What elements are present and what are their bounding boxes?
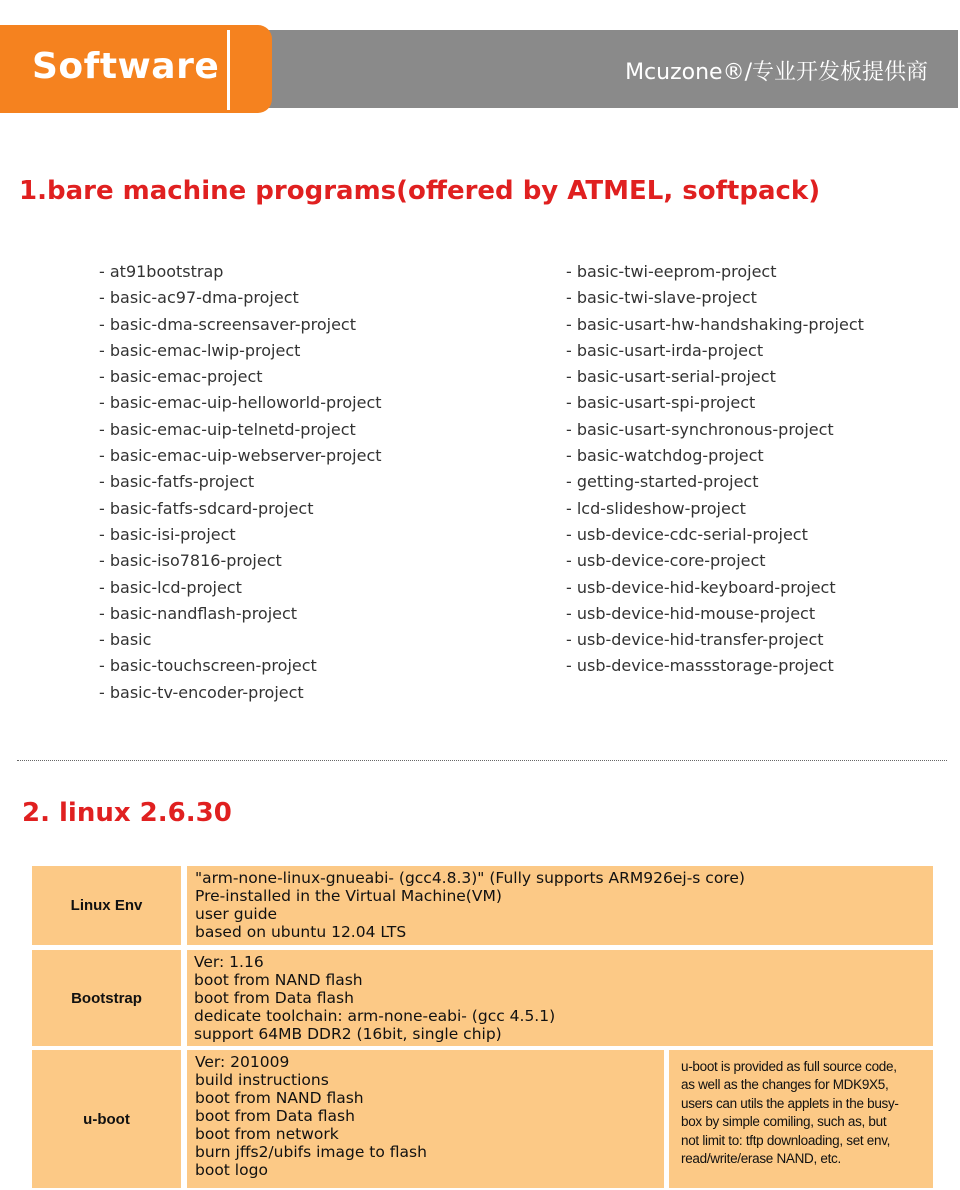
header-divider xyxy=(227,30,230,110)
row-note-uboot xyxy=(669,1050,933,1188)
list-item: - basic-dma-screensaver-project xyxy=(99,312,382,338)
value-line: boot from NAND flash xyxy=(194,971,363,989)
list-item: - basic-tv-encoder-project xyxy=(99,680,382,706)
list-item: - usb-device-hid-mouse-project xyxy=(566,601,864,627)
brand-text: Mcuzone®/专业开发板提供商 xyxy=(625,60,928,85)
page-title: Software xyxy=(32,46,220,87)
note-line: box by simple comiling, such as, but xyxy=(681,1114,887,1130)
list-item: - basic-fatfs-project xyxy=(99,469,382,495)
list-item: - usb-device-core-project xyxy=(566,548,864,574)
value-line: boot from Data flash xyxy=(194,989,354,1007)
section-title-bare-machine: 1.bare machine programs(offered by ATMEL, softpack) xyxy=(19,176,821,206)
list-item: - basic-lcd-project xyxy=(99,575,382,601)
value-line: build instructions xyxy=(195,1071,329,1089)
row-label-text: u-boot xyxy=(83,1110,130,1128)
value-line: boot from Data flash xyxy=(195,1107,355,1125)
list-item: - basic-emac-project xyxy=(99,364,382,390)
list-item: - basic-twi-slave-project xyxy=(566,285,864,311)
row-label-linux-env xyxy=(32,866,181,945)
value-line: boot logo xyxy=(195,1161,268,1179)
list-item: - basic-watchdog-project xyxy=(566,443,864,469)
value-line: based on ubuntu 12.04 LTS xyxy=(195,923,407,941)
list-item: - basic-nandflash-project xyxy=(99,601,382,627)
list-item: - getting-started-project xyxy=(566,469,864,495)
list-item: - usb-device-massstorage-project xyxy=(566,653,864,679)
list-item: - basic-usart-serial-project xyxy=(566,364,864,390)
value-line: "arm-none-linux-gnueabi- (gcc4.8.3)" (Fully supports ARM926ej-s core) xyxy=(195,869,745,887)
list-item: - basic-ac97-dma-project xyxy=(99,285,382,311)
note-line: u-boot is provided as full source code, xyxy=(681,1059,897,1074)
row-label-text: Bootstrap xyxy=(71,989,142,1007)
value-line: support 64MB DDR2 (16bit, single chip) xyxy=(194,1025,502,1043)
list-item: - basic-emac-uip-webserver-project xyxy=(99,443,382,469)
list-item: - basic-usart-hw-handshaking-project xyxy=(566,312,864,338)
list-item: - usb-device-cdc-serial-project xyxy=(566,522,864,548)
note-line: not limit to: tftp downloading, set env, xyxy=(681,1132,891,1148)
row-label-bootstrap xyxy=(32,950,181,1046)
list-item: - lcd-slideshow-project xyxy=(566,496,864,522)
list-item: - basic-isi-project xyxy=(99,522,382,548)
list-item: - basic xyxy=(99,627,382,653)
list-item: - basic-fatfs-sdcard-project xyxy=(99,496,382,522)
list-item: - basic-emac-lwip-project xyxy=(99,338,382,364)
value-line: boot from network xyxy=(195,1125,339,1143)
section-title-linux: 2. linux 2.6.30 xyxy=(22,798,232,828)
value-line: Ver: 1.16 xyxy=(194,953,264,971)
section-divider xyxy=(17,760,947,761)
list-item: - basic-touchscreen-project xyxy=(99,653,382,679)
value-line: user guide xyxy=(195,905,278,923)
list-item: - basic-iso7816-project xyxy=(99,548,382,574)
list-item: - basic-usart-spi-project xyxy=(566,390,864,416)
list-item: - basic-emac-uip-telnetd-project xyxy=(99,417,382,443)
value-line: Ver: 201009 xyxy=(195,1053,290,1071)
list-item: - basic-emac-uip-helloworld-project xyxy=(99,390,382,416)
program-list-left xyxy=(99,259,382,706)
program-list-right xyxy=(566,259,864,680)
list-item: - at91bootstrap xyxy=(99,259,382,285)
note-line: as well as the changes for MDK9X5, xyxy=(681,1077,889,1093)
value-line: Pre-installed in the Virtual Machine(VM) xyxy=(195,887,502,905)
list-item: - basic-twi-eeprom-project xyxy=(566,259,864,285)
row-value-bootstrap xyxy=(187,950,933,1046)
note-line: users can utils the applets in the busy- xyxy=(681,1095,899,1111)
note-line: read/write/erase NAND, etc. xyxy=(681,1151,841,1167)
value-line: burn jffs2/ubifs image to flash xyxy=(195,1143,427,1161)
list-item: - basic-usart-synchronous-project xyxy=(566,417,864,443)
list-item: - usb-device-hid-transfer-project xyxy=(566,627,864,653)
row-label-text: Linux Env xyxy=(70,897,143,914)
list-item: - usb-device-hid-keyboard-project xyxy=(566,575,864,601)
row-label-uboot xyxy=(32,1050,181,1188)
row-value-linux-env xyxy=(187,866,933,945)
value-line: boot from NAND flash xyxy=(195,1089,364,1107)
row-value-uboot xyxy=(187,1050,664,1188)
value-line: dedicate toolchain: arm-none-eabi- (gcc 4.5.1) xyxy=(194,1007,556,1025)
list-item: - basic-usart-irda-project xyxy=(566,338,864,364)
